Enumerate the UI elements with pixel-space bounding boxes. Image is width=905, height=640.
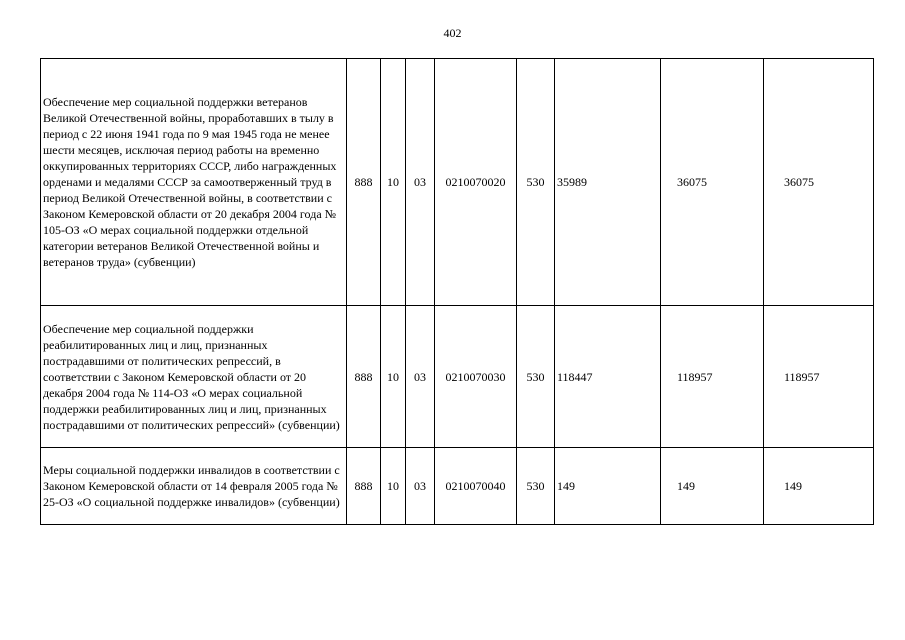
table-row [41,306,874,448]
section-code: 10 [381,59,406,306]
row-description: Меры социальной поддержки инвалидов в соответствии с Законом Кемеровской области от 14 февраля 2005 года № 25-ОЗ «О социальной поддержке инвалидов» (субвенции) [41,448,347,525]
amount-year-2: 118957 [661,306,764,448]
amount-year-3: 36075 [764,59,874,306]
amount-year-1: 149 [555,448,661,525]
row-description: Обеспечение мер социальной поддержки реабилитированных лиц и лиц, признанных пострадавшими от политических репрессий, в соответствии с Законом Кемеровской области от 20 декабря 2004 года № 114-ОЗ «О мерах социальной поддержки реабилитированных лиц и лиц, признанных пострадавшими от политических репрессий» (субвенции) [41,306,347,448]
section-code: 10 [381,306,406,448]
budget-table [40,58,874,525]
expense-type-code: 530 [517,306,555,448]
target-article-code: 0210070020 [435,59,517,306]
expense-type-code: 530 [517,59,555,306]
page-number: 402 [443,26,462,40]
amount-year-3: 149 [764,448,874,525]
row-description: Обеспечение мер социальной поддержки ветеранов Великой Отечественной войны, проработавших в тылу в период с 22 июня 1941 года по 9 мая 1945 года не менее шести месяцев, исключая период работы на временно оккупированных территориях СССР, либо награжденных орденами и медалями СССР за самоотверженный труд в период Великой Отечественной войны, в соответствии с Законом Кемеровской области от 20 декабря 2004 года № 105-ОЗ «О мерах социальной поддержки отдельной категории ветеранов Великой Отечественной войны и ветеранов труда» (субвенции) [41,59,347,306]
amount-year-2: 149 [661,448,764,525]
amount-year-1: 118447 [555,306,661,448]
table-row [41,448,874,525]
ministry-code: 888 [347,448,381,525]
amount-year-2: 36075 [661,59,764,306]
subsection-code: 03 [406,448,435,525]
ministry-code: 888 [347,59,381,306]
target-article-code: 0210070040 [435,448,517,525]
ministry-code: 888 [347,306,381,448]
target-article-code: 0210070030 [435,306,517,448]
subsection-code: 03 [406,306,435,448]
amount-year-3: 118957 [764,306,874,448]
amount-year-1: 35989 [555,59,661,306]
subsection-code: 03 [406,59,435,306]
expense-type-code: 530 [517,448,555,525]
table-row [41,59,874,306]
section-code: 10 [381,448,406,525]
